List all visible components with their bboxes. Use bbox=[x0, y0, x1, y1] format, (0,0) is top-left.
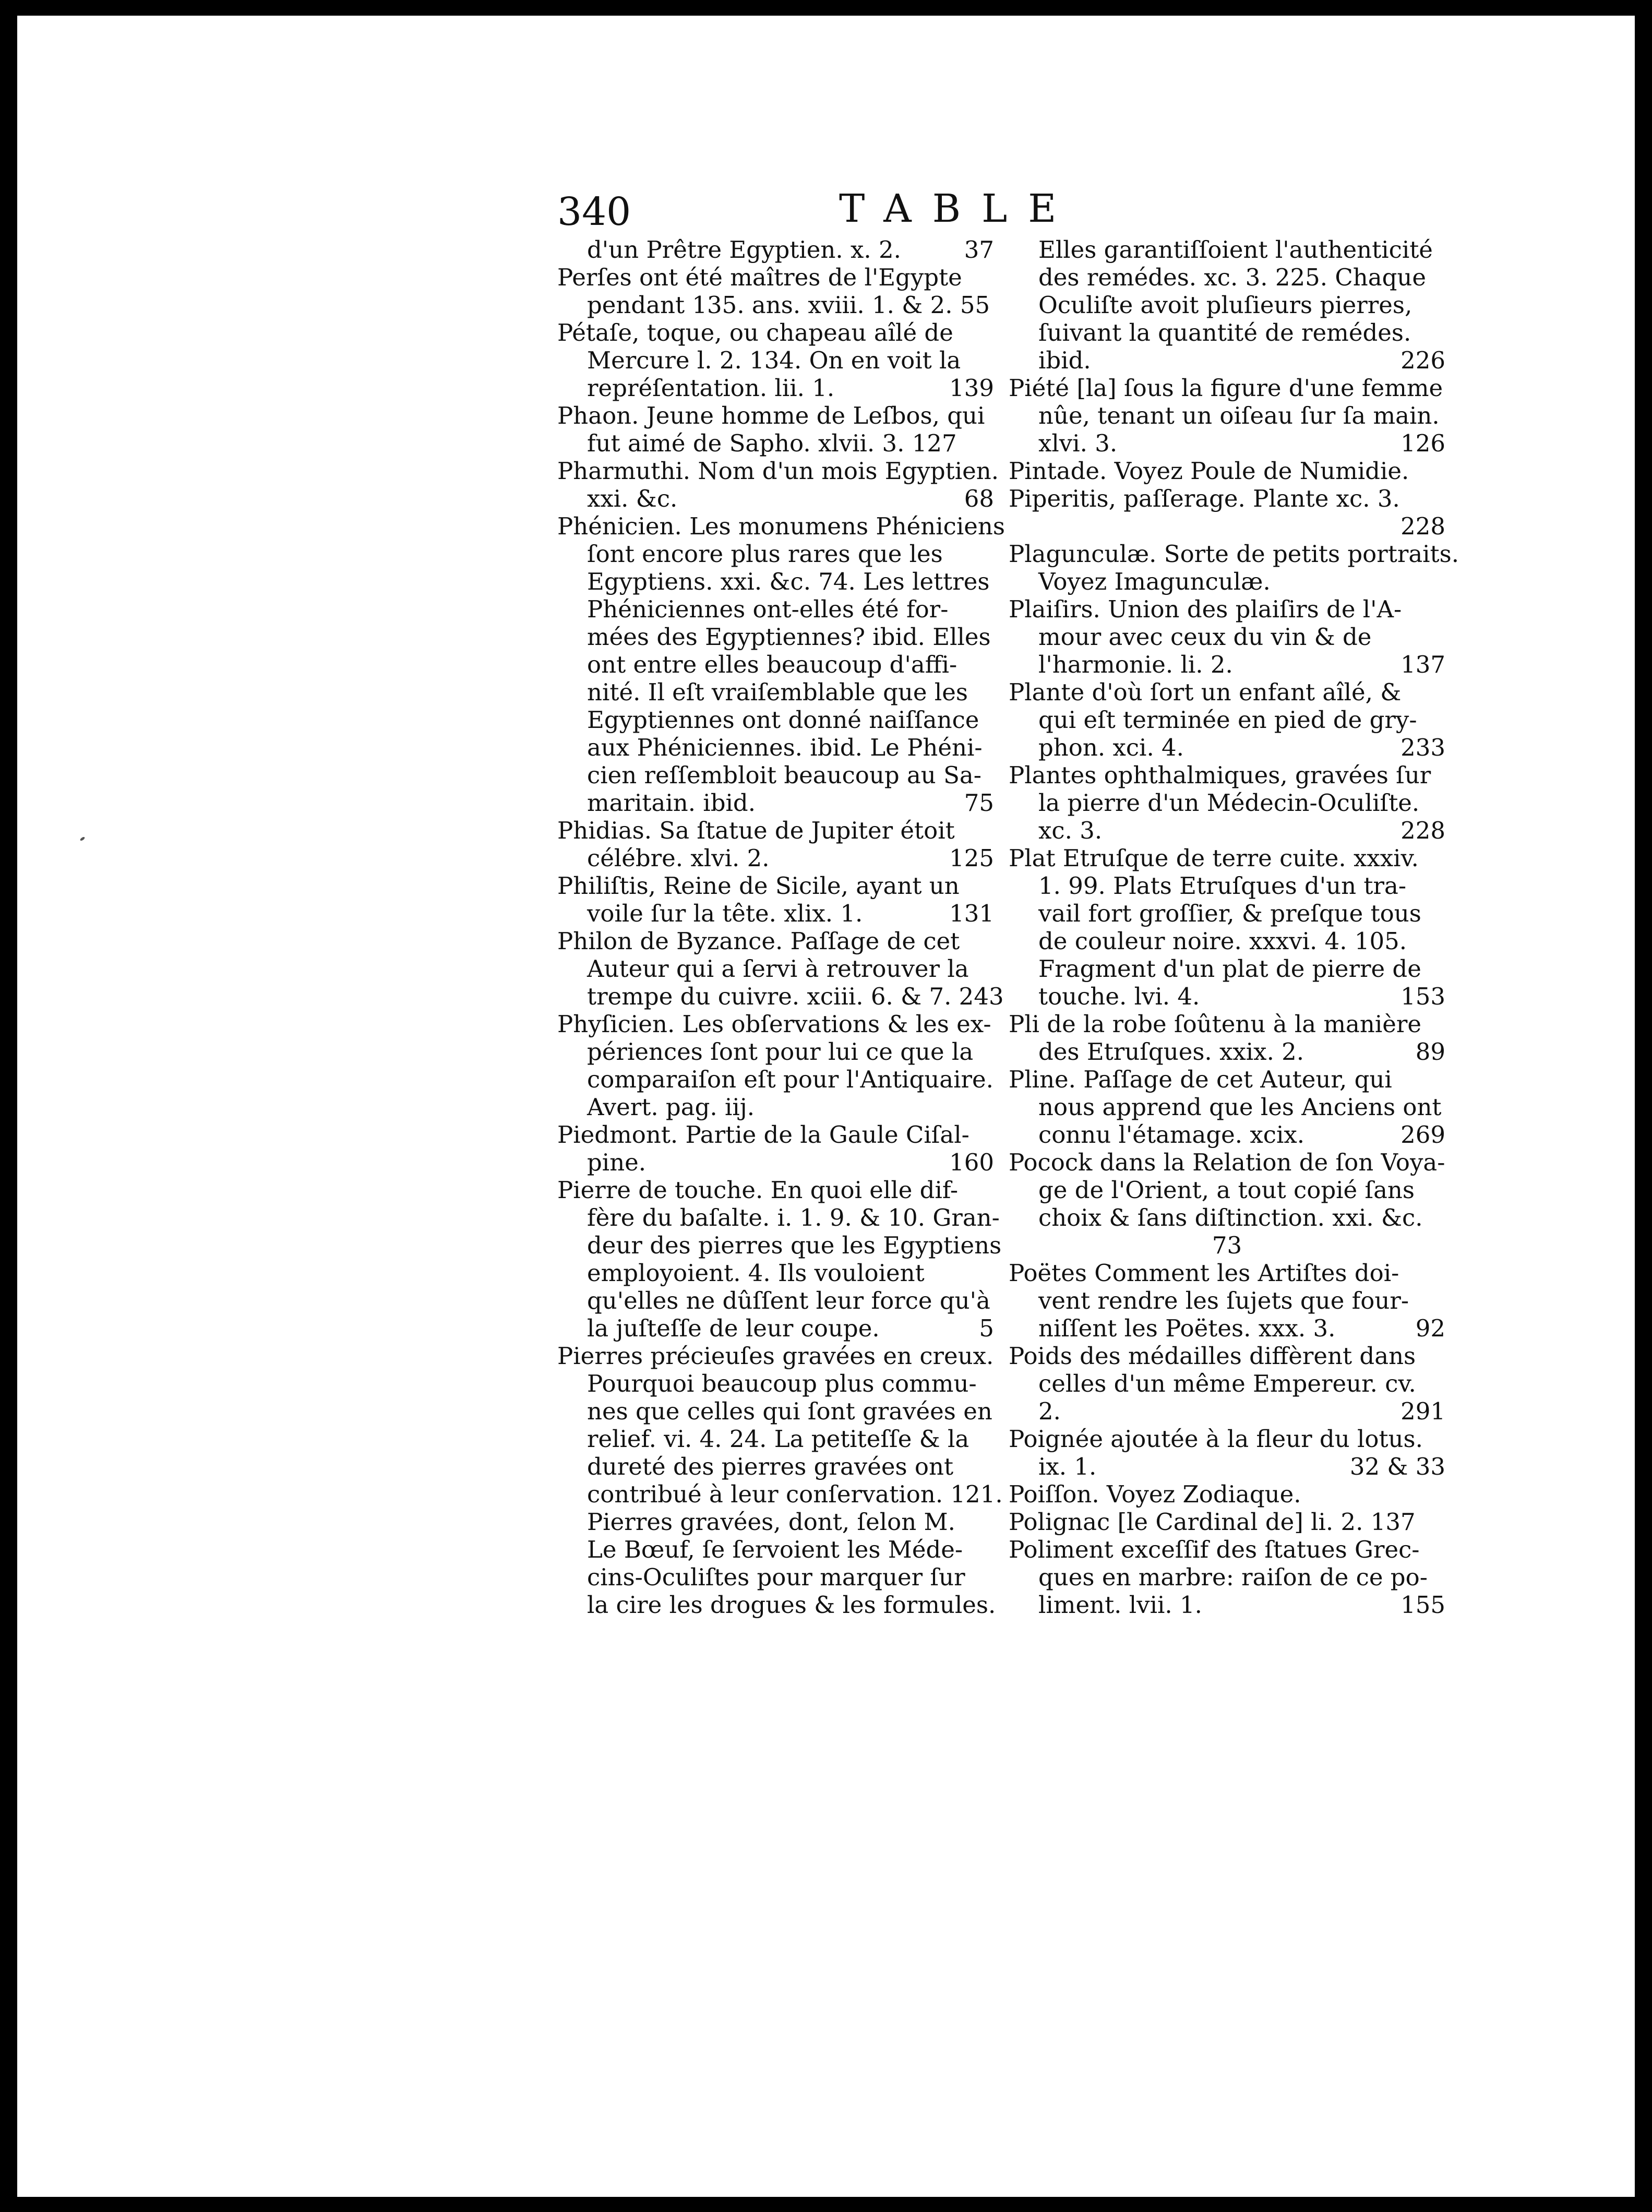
index-entry-text: Polignac [le Cardinal de] li. 2. 137 bbox=[1009, 1508, 1416, 1536]
index-page-ref: 92 bbox=[1415, 1314, 1445, 1342]
index-entry-text: repréſentation. lii. 1. bbox=[587, 374, 835, 402]
index-entry-text: Philon de Byzance. Paſſage de cet bbox=[557, 927, 960, 955]
index-entry-text: Plantes ophthalmiques, gravées ſur bbox=[1009, 761, 1431, 789]
index-line bbox=[557, 1370, 998, 1397]
index-page-ref: 137 bbox=[1400, 651, 1445, 678]
index-entry-text: cien reſſembloit beaucoup au Sa- bbox=[587, 761, 981, 789]
index-line bbox=[557, 1066, 998, 1093]
running-title: TABLE bbox=[839, 186, 1078, 231]
index-line bbox=[1009, 1480, 1450, 1508]
index-line bbox=[1009, 983, 1450, 1010]
index-page-ref: 160 bbox=[949, 1149, 994, 1176]
index-entry-text: périences ſont pour lui ce que la bbox=[587, 1038, 974, 1066]
index-line bbox=[557, 1591, 998, 1619]
index-line bbox=[1009, 1342, 1450, 1370]
index-line bbox=[1009, 844, 1450, 872]
index-entry-text: pendant 135. ans. xviii. 1. & 2. 55 bbox=[587, 291, 990, 319]
index-line bbox=[1009, 374, 1450, 402]
index-entry-text: Avert. pag. iij. bbox=[587, 1093, 755, 1121]
index-entry-text: Piperitis, paſſerage. Plante xc. 3. bbox=[1009, 485, 1400, 512]
index-entry-text: Plat Etruſque de terre cuite. xxxiv. bbox=[1009, 844, 1419, 872]
index-line bbox=[1009, 1591, 1450, 1619]
index-line bbox=[1009, 1204, 1450, 1231]
index-entry-text: niſſent les Poëtes. xxx. 3. bbox=[1038, 1314, 1336, 1342]
index-entry-text: Pierre de touche. En quoi elle dif- bbox=[557, 1176, 959, 1204]
index-entry-text: nité. Il eſt vraiſemblable que les bbox=[587, 678, 968, 706]
index-page-ref: 73 bbox=[1212, 1231, 1242, 1259]
index-line bbox=[557, 402, 998, 429]
index-entry-text: célébre. xlvi. 2. bbox=[587, 844, 770, 872]
index-line bbox=[557, 1010, 998, 1038]
index-line bbox=[1009, 264, 1450, 291]
index-line bbox=[1009, 955, 1450, 983]
index-line bbox=[557, 872, 998, 900]
index-column-right bbox=[1009, 236, 1459, 1671]
index-column-left bbox=[557, 236, 1005, 1671]
index-line bbox=[557, 568, 998, 595]
index-line bbox=[557, 1563, 998, 1591]
index-line bbox=[557, 485, 998, 512]
index-page-ref: 125 bbox=[949, 844, 994, 872]
index-line bbox=[557, 1342, 998, 1370]
index-line bbox=[557, 291, 998, 319]
index-line bbox=[1009, 1563, 1450, 1591]
index-entry-text: Poids des médailles diffèrent dans bbox=[1009, 1342, 1416, 1370]
index-line bbox=[1009, 1093, 1450, 1121]
index-entry-text: Plaiſirs. Union des plaiſirs de l'A- bbox=[1009, 595, 1402, 623]
index-page-ref: 32 & 33 bbox=[1349, 1453, 1445, 1480]
index-entry-text: qui eſt terminée en pied de gry- bbox=[1038, 706, 1417, 734]
index-entry-text: xc. 3. bbox=[1038, 817, 1103, 844]
index-entry-text: ſuivant la quantité de remédes. bbox=[1038, 319, 1411, 346]
index-entry-text: Plante d'où ſort un enfant aîlé, & bbox=[1009, 678, 1402, 706]
index-entry-text: de couleur noire. xxxvi. 4. 105. bbox=[1038, 927, 1407, 955]
index-line bbox=[557, 595, 998, 623]
index-line bbox=[557, 1453, 998, 1480]
index-entry-text: Pocock dans la Relation de ſon Voya- bbox=[1009, 1149, 1445, 1176]
index-line bbox=[557, 734, 998, 761]
index-line bbox=[1009, 761, 1450, 789]
index-page-ref: 139 bbox=[949, 374, 994, 402]
index-entry-text: Pintade. Voyez Poule de Numidie. bbox=[1009, 457, 1409, 485]
index-entry-text: maritain. ibid. bbox=[587, 789, 756, 817]
index-page-ref: 155 bbox=[1400, 1591, 1445, 1619]
index-entry-text: vail fort groſſier, & preſque tous bbox=[1038, 900, 1421, 927]
index-line bbox=[1009, 236, 1450, 264]
index-entry-text: Pierres précieuſes gravées en creux. bbox=[557, 1342, 994, 1370]
index-entry-text: fère du baſalte. i. 1. 9. & 10. Gran- bbox=[587, 1204, 1000, 1231]
index-line bbox=[1009, 1176, 1450, 1204]
index-entry-text: choix & ſans diſtinction. xxi. &c. bbox=[1038, 1204, 1423, 1231]
index-page-ref: 228 bbox=[1400, 512, 1445, 540]
index-entry-text: deur des pierres que les Egyptiens bbox=[587, 1231, 1002, 1259]
index-entry-text: mées des Egyptiennes? ibid. Elles bbox=[587, 623, 991, 651]
index-entry-text: ſont encore plus rares que les bbox=[587, 540, 943, 568]
index-line bbox=[557, 540, 998, 568]
index-entry-text: Piété [la] ſous la figure d'une femme bbox=[1009, 374, 1443, 402]
index-entry-text: Pline. Paſſage de cet Auteur, qui bbox=[1009, 1066, 1392, 1093]
index-entry-text: d'un Prêtre Egyptien. x. 2. bbox=[587, 236, 901, 264]
index-entry-text: Pétaſe, toque, ou chapeau aîlé de bbox=[557, 319, 953, 346]
index-line bbox=[557, 457, 998, 485]
index-entry-text: xxi. &c. bbox=[587, 485, 678, 512]
index-line bbox=[557, 1508, 998, 1536]
index-entry-text: nes que celles qui ſont gravées en bbox=[587, 1397, 992, 1425]
index-line bbox=[1009, 1314, 1450, 1342]
index-line bbox=[557, 1397, 998, 1425]
index-line bbox=[557, 1259, 998, 1287]
index-line bbox=[557, 817, 998, 844]
index-entry-text: Oculiſte avoit pluſieurs pierres, bbox=[1038, 291, 1412, 319]
index-line bbox=[557, 1536, 998, 1563]
index-line bbox=[1009, 1066, 1450, 1093]
index-line bbox=[557, 678, 998, 706]
index-entry-text: Poignée ajoutée à la fleur du lotus. bbox=[1009, 1425, 1423, 1453]
index-line bbox=[557, 844, 998, 872]
index-entry-text: aux Phéniciennes. ibid. Le Phéni- bbox=[587, 734, 983, 761]
index-line bbox=[1009, 1453, 1450, 1480]
index-line bbox=[1009, 1121, 1450, 1149]
page-number: 340 bbox=[557, 189, 631, 234]
index-entry-text: ques en marbre: raiſon de ce po- bbox=[1038, 1563, 1428, 1591]
index-entry-text: pine. bbox=[587, 1149, 647, 1176]
index-entry-text: Phéniciennes ont-elles été for- bbox=[587, 595, 949, 623]
index-line bbox=[557, 900, 998, 927]
index-entry-text: ge de l'Orient, a tout copié ſans bbox=[1038, 1176, 1415, 1204]
index-line bbox=[1009, 817, 1450, 844]
index-page-ref: 68 bbox=[964, 485, 994, 512]
index-page-ref: 37 bbox=[964, 236, 994, 264]
index-line bbox=[557, 264, 998, 291]
index-entry-text: Mercure l. 2. 134. On en voit la bbox=[587, 346, 961, 374]
index-line bbox=[1009, 900, 1450, 927]
index-entry-text: ix. 1. bbox=[1038, 1453, 1097, 1480]
index-entry-text: Pourquoi beaucoup plus commu- bbox=[587, 1370, 977, 1397]
index-line bbox=[1009, 485, 1450, 512]
index-entry-text: nous apprend que les Anciens ont bbox=[1038, 1093, 1442, 1121]
index-entry-text: Phénicien. Les monumens Phéniciens bbox=[557, 512, 1005, 540]
index-entry-text: liment. lvii. 1. bbox=[1038, 1591, 1202, 1619]
index-entry-text: Voyez Imagunculæ. bbox=[1038, 568, 1271, 595]
index-line bbox=[1009, 1287, 1450, 1314]
index-line bbox=[557, 789, 998, 817]
index-entry-text: des remédes. xc. 3. 225. Chaque bbox=[1038, 264, 1427, 291]
index-line bbox=[557, 955, 998, 983]
index-line bbox=[1009, 512, 1450, 540]
index-entry-text: ibid. bbox=[1038, 346, 1091, 374]
index-entry-text: celles d'un même Empereur. cv. bbox=[1038, 1370, 1416, 1397]
index-entry-text: Poliment exceſſif des ſtatues Grec- bbox=[1009, 1536, 1420, 1563]
paper-speck bbox=[79, 836, 85, 842]
index-entry-text: Auteur qui a ſervi à retrouver la bbox=[587, 955, 969, 983]
index-entry-text: Philiſtis, Reine de Sicile, ayant un bbox=[557, 872, 960, 900]
index-entry-text: Elles garantiſſoient l'authenticité bbox=[1038, 236, 1433, 264]
index-page-ref: 89 bbox=[1415, 1038, 1445, 1066]
index-entry-text: des Etruſques. xxix. 2. bbox=[1038, 1038, 1304, 1066]
index-entry-text: Pli de la robe ſoûtenu à la manière bbox=[1009, 1010, 1421, 1038]
index-entry-text: Phyſicien. Les obſervations & les ex- bbox=[557, 1010, 991, 1038]
index-line bbox=[557, 761, 998, 789]
index-entry-text: la cire les drogues & les formules. bbox=[587, 1591, 996, 1619]
index-page-ref: 153 bbox=[1400, 983, 1445, 1010]
index-line bbox=[1009, 1425, 1450, 1453]
index-line bbox=[557, 1314, 998, 1342]
index-line bbox=[557, 1231, 1002, 1259]
index-line bbox=[557, 651, 998, 678]
index-line bbox=[1009, 678, 1450, 706]
index-line bbox=[1009, 651, 1450, 678]
index-line bbox=[1009, 1231, 1450, 1259]
index-entry-text: Egyptiens. xxi. &c. 74. Les lettres bbox=[587, 568, 990, 595]
index-line bbox=[1009, 568, 1450, 595]
index-entry-text: dureté des pierres gravées ont bbox=[587, 1453, 954, 1480]
index-entry-text: xlvi. 3. bbox=[1038, 429, 1118, 457]
index-entry-text: Piedmont. Partie de la Gaule Ciſal- bbox=[557, 1121, 969, 1149]
index-line bbox=[1009, 623, 1450, 651]
index-page-ref: 233 bbox=[1400, 734, 1445, 761]
index-line bbox=[1009, 1259, 1450, 1287]
index-line bbox=[557, 623, 998, 651]
index-page-ref: 131 bbox=[949, 900, 994, 927]
index-line bbox=[1009, 291, 1450, 319]
index-entry-text: Egyptiennes ont donné naiſſance bbox=[587, 706, 979, 734]
index-line bbox=[557, 1480, 1003, 1508]
index-line bbox=[557, 512, 1005, 540]
index-line bbox=[1009, 429, 1450, 457]
index-line bbox=[1009, 1397, 1450, 1425]
index-entry-text: Poëtes Comment les Artiſtes doi- bbox=[1009, 1259, 1399, 1287]
index-line bbox=[557, 1038, 998, 1066]
index-page-ref: 75 bbox=[964, 789, 994, 817]
index-line bbox=[1009, 1536, 1450, 1563]
index-entry-text: connu l'étamage. xcix. bbox=[1038, 1121, 1305, 1149]
index-page-ref: 126 bbox=[1400, 429, 1445, 457]
index-entry-text: 2. bbox=[1038, 1397, 1061, 1425]
index-line bbox=[1009, 706, 1450, 734]
index-entry-text: phon. xci. 4. bbox=[1038, 734, 1184, 761]
index-entry-text: Pharmuthi. Nom d'un mois Egyptien. bbox=[557, 457, 999, 485]
index-entry-text: employoient. 4. Ils vouloient bbox=[587, 1259, 925, 1287]
index-entry-text: trempe du cuivre. xciii. 6. & 7. 243 bbox=[587, 983, 1004, 1010]
index-line bbox=[1009, 1149, 1450, 1176]
index-line bbox=[1009, 1508, 1450, 1536]
index-entry-text: 1. 99. Plats Etruſques d'un tra- bbox=[1038, 872, 1407, 900]
index-entry-text: la juſteſſe de leur coupe. bbox=[587, 1314, 880, 1342]
index-entry-text: vent rendre les ſujets que four- bbox=[1038, 1287, 1409, 1314]
index-line bbox=[1009, 595, 1450, 623]
index-line bbox=[557, 983, 1004, 1010]
index-line bbox=[557, 1149, 998, 1176]
index-entry-text: Perſes ont été maîtres de l'Egypte bbox=[557, 264, 962, 291]
index-entry-text: Phidias. Sa ſtatue de Jupiter étoit bbox=[557, 817, 955, 844]
index-entry-text: nûe, tenant un oiſeau ſur ſa main. bbox=[1038, 402, 1440, 429]
index-line bbox=[1009, 734, 1450, 761]
index-line bbox=[1009, 927, 1450, 955]
index-line bbox=[557, 319, 998, 346]
index-line bbox=[557, 1176, 998, 1204]
index-page-ref: 228 bbox=[1400, 817, 1445, 844]
index-line bbox=[1009, 1038, 1450, 1066]
index-line bbox=[1009, 540, 1459, 568]
index-line bbox=[557, 429, 998, 457]
index-line bbox=[557, 706, 998, 734]
index-line bbox=[1009, 1370, 1450, 1397]
index-entry-text: Le Bœuf, ſe ſervoient les Méde- bbox=[587, 1536, 963, 1563]
index-entry-text: cins-Oculiſtes pour marquer ſur bbox=[587, 1563, 965, 1591]
index-line bbox=[557, 1121, 998, 1149]
index-line bbox=[557, 346, 998, 374]
scanned-page bbox=[17, 16, 1635, 2197]
index-line bbox=[557, 374, 998, 402]
index-line bbox=[557, 1204, 998, 1231]
index-page-ref: 291 bbox=[1400, 1397, 1445, 1425]
index-entry-text: fut aimé de Sapho. xlvii. 3. 127 bbox=[587, 429, 957, 457]
index-entry-text: relief. vi. 4. 24. La petiteſſe & la bbox=[587, 1425, 969, 1453]
index-entry-text: contribué à leur conſervation. 121. bbox=[587, 1480, 1003, 1508]
index-page-ref: 269 bbox=[1400, 1121, 1445, 1149]
index-line bbox=[1009, 1010, 1450, 1038]
index-entry-text: Poiſſon. Voyez Zodiaque. bbox=[1009, 1480, 1301, 1508]
index-line bbox=[557, 927, 998, 955]
index-line bbox=[1009, 319, 1450, 346]
index-entry-text: ont entre elles beaucoup d'affi- bbox=[587, 651, 957, 678]
index-entry-text: qu'elles ne dûſſent leur force qu'à bbox=[587, 1287, 990, 1314]
index-line bbox=[1009, 346, 1450, 374]
index-entry-text: comparaiſon eſt pour l'Antiquaire. bbox=[587, 1066, 993, 1093]
index-line bbox=[1009, 872, 1450, 900]
index-page-ref: 5 bbox=[979, 1314, 994, 1342]
index-line bbox=[557, 1093, 998, 1121]
index-entry-text: voile ſur la tête. xlix. 1. bbox=[587, 900, 863, 927]
index-entry-text: touche. lvi. 4. bbox=[1038, 983, 1200, 1010]
index-entry-text: la pierre d'un Médecin-Oculiſte. bbox=[1038, 789, 1420, 817]
index-line bbox=[1009, 402, 1450, 429]
index-entry-text: l'harmonie. li. 2. bbox=[1038, 651, 1233, 678]
index-entry-text: Fragment d'un plat de pierre de bbox=[1038, 955, 1421, 983]
index-entry-text: Plagunculæ. Sorte de petits portraits. bbox=[1009, 540, 1459, 568]
index-line bbox=[1009, 457, 1450, 485]
index-line bbox=[557, 1287, 998, 1314]
index-page-ref: 226 bbox=[1400, 346, 1445, 374]
index-entry-text: mour avec ceux du vin & de bbox=[1038, 623, 1372, 651]
index-entry-text: Pierres gravées, dont, ſelon M. bbox=[587, 1508, 955, 1536]
index-line bbox=[557, 1425, 998, 1453]
index-entry-text: Phaon. Jeune homme de Leſbos, qui bbox=[557, 402, 985, 429]
index-line bbox=[1009, 789, 1450, 817]
index-line bbox=[557, 236, 998, 264]
